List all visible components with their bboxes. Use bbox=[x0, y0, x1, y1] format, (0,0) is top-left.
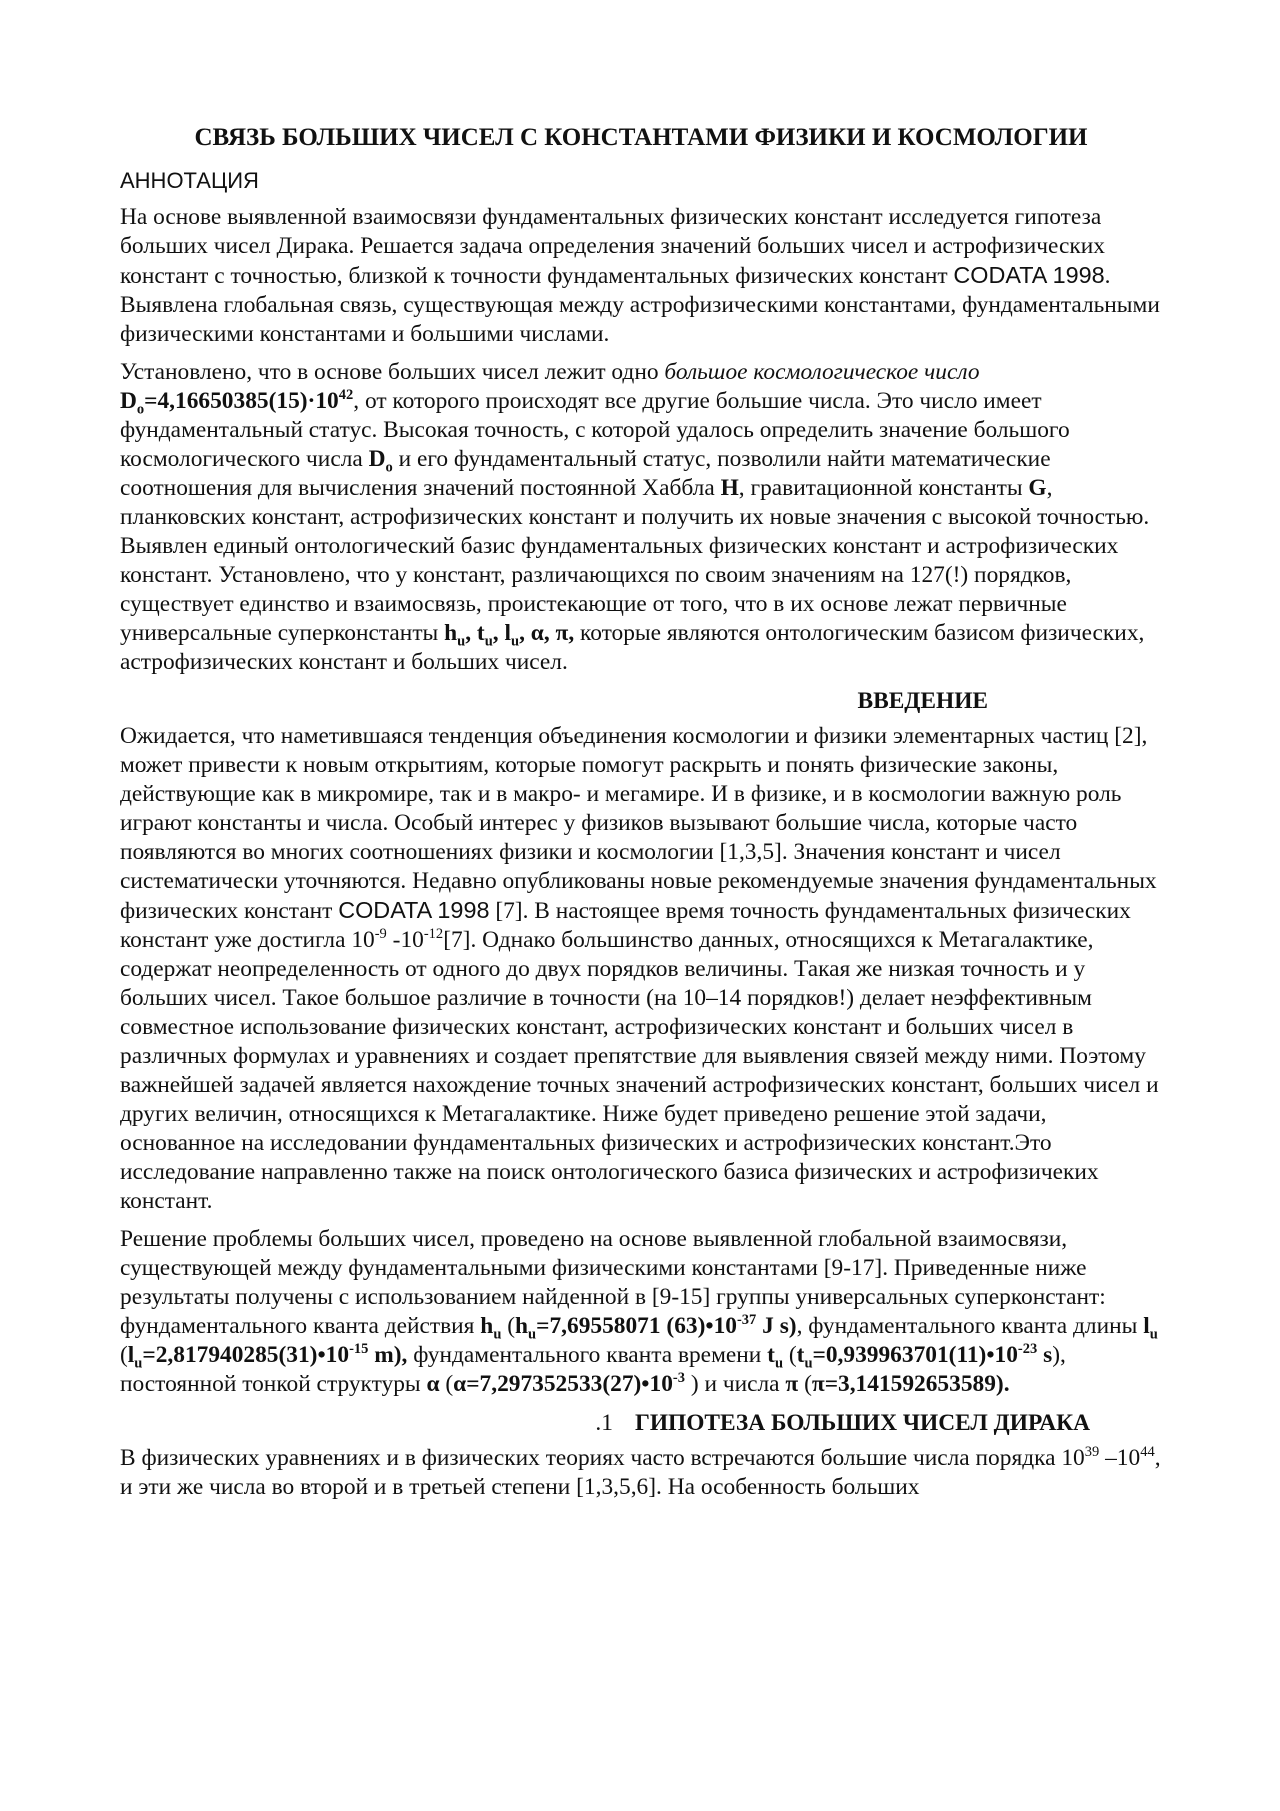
section-1-paragraph-1: В физических уравнениях и в физических теориях часто встречаются большие числа порядка $10^{39}$ $-10^{44}$, и эти же числа во второй и в третьей степени [1,3,5,6]. На особенность больших bbox=[120, 1444, 1161, 1500]
intro-paragraph-1: Ожидается, что наметившаяся тенденция объединения космологии и физики элементарных частиц [2], может привести к новым открытиям, которые помогут раскрыть и понять физические законы, действующие как в микромире, так и в макро- и мегамире. И в физике, и в космологии важную роль играют константы и числа. Особый интерес у физиков вызывают большие числа, которые часто появляются во многих соотношениях физики и космологии [1,3,5]. Значения констант и чисел систематически уточняются. Недавно опубликованы новые рекомендуемые значения фундаментальных физических констант CODATA 1998 [7]. В настоящее время точность фундаментальных физических констант уже достигла $10^{-9}$ $-10^{-12}[7]$. Однако большинство данных, относящихся к Метагалактике, содержат неопределенность от одного до двух порядков величины. Такая же низкая точность и у больших чисел. Такое большое различие в точности (на 10–14 порядков!) делает неэффективным совместное использование физических констант, астрофизических констант и больших чисел в различных формулах и уравнениях и создает препятствие для выявления связей между ними. Поэтому важнейшей задачей является нахождение точных значений астрофизических констант, больших чисел и других величин, относящихся к Метагалактике. Ниже будет приведено решение этой задачи, основанное на исследовании фундаментальных физических и астрофизических констант.Это исследование направленно также на поиск онтологического базиса физических и астрофизичеких констант. bbox=[120, 723, 1159, 1214]
section-1-title: ГИПОТЕЗА БОЛЬШИХ ЧИСЕЛ ДИРАКА bbox=[634, 1410, 1090, 1436]
abstract-paragraph-1: На основе выявленной взаимосвязи фундаментальных физических констант исследуется гипотеза больших чисел Дирака. Решается задача определения значений больших чисел и астрофизических констант с точностью, близкой к точности фундаментальных физических констант CODATA 1998. Выявлена глобальная связь, существующая между астрофизическими константами, фундаментальными физическими константами и большими числами. bbox=[120, 204, 1160, 347]
intro-heading: ВВЕДЕНИЕ bbox=[857, 688, 988, 714]
section-1-number: .1 bbox=[595, 1410, 613, 1436]
page-title: СВЯЗЬ БОЛЬШИХ ЧИСЕЛ С КОНСТАНТАМИ ФИЗИКИ И КОСМОЛОГИИ bbox=[194, 124, 1088, 151]
intro-paragraph-2: Решение проблемы больших чисел, проведено на основе выявленной глобальной взаимосвязи, существующей между фундаментальными физическими константами [9-17]. Приведенные ниже результаты получены с использованием найденной в [9-15] группы универсальных суперконстант: фундаментального кванта действия $h_u$ ($h_u=7,69558071$ $(63)•10^{-37}$ J s), фундаментального кванта длины $l_u$ ($l_u=2,817940285(31)•10^{-15}$ m), фундаментального кванта времени $t_u$ ($t_u=0,939963701(11)•10^{-23}$ s), постоянной тонкой структуры α ($\alpha=7,297352533(27)•10^{-3}$ ) и числа π (π=3,141592653589). bbox=[120, 1226, 1158, 1397]
abstract-paragraph-2: Установлено, что в основе больших чисел лежит одно большое космологическое число $D_o=4,16650385(15)\cdot 10^{42}$, от которого происходят все другие большие числа. Это число имеет фундаментальный статус. Высокая точность, с которой удалось определить значение большого космологического числа $D_o$ и его фундаментальный статус, позволили найти математические соотношения для вычисления значений постоянной Хаббла H, гравитационной константы G, планковских констант, астрофизических констант и получить их новые значения с высокой точностью. Выявлен единый онтологический базис фундаментальных физических констант и астрофизических констант. Установлено, что у констант, различающихся по своим значениям на 127(!) порядков, существует единство и взаимосвязь, проистекающие от того, что в их основе лежат первичные универсальные суперконстанты $h_u$, $t_u$, $l_u$, α, π, которые являются онтологическим базисом физических, астрофизических констант и больших чисел. bbox=[120, 359, 1150, 675]
abstract-label: АННОТАЦИЯ bbox=[120, 168, 259, 193]
section-1-heading bbox=[120, 1409, 1162, 1438]
